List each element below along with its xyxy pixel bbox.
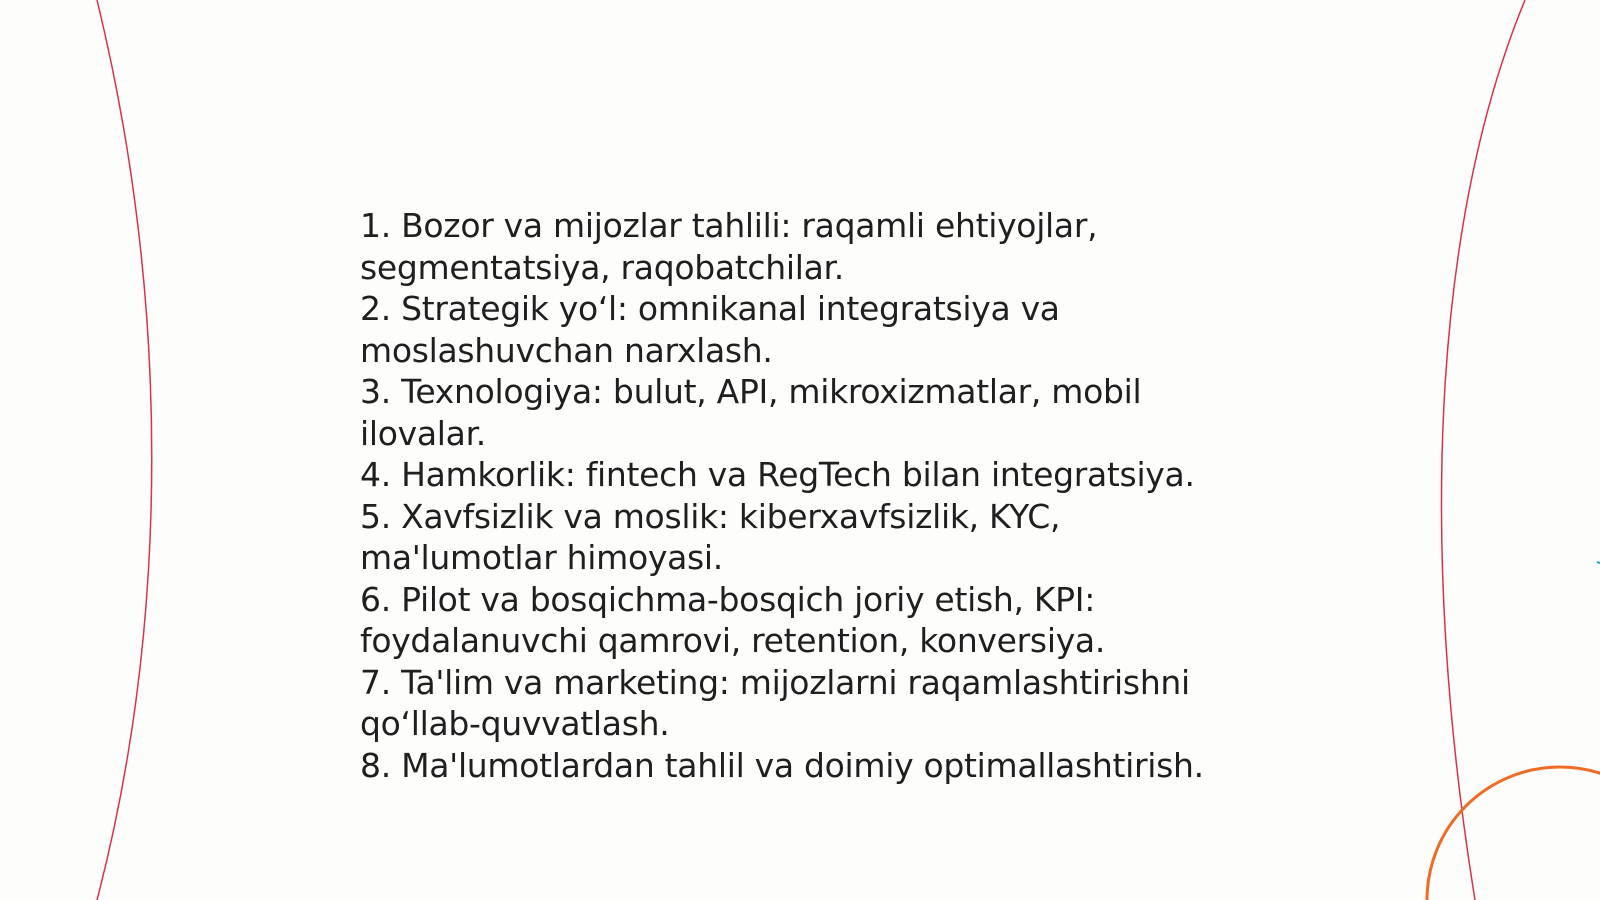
orange-circle-arc — [1427, 767, 1600, 900]
list-item-6: 6. Pilot va bosqichma-bosqich joriy etish, KPI: foydalanuvchi qamrovi, retention, konversiya. — [360, 579, 1106, 660]
list-item-7: 7. Ta'lim va marketing: mijozlarni raqamlashtirishni qo‘llab-quvvatlash. — [360, 662, 1190, 743]
list-item-3: 3. Texnologiya: bulut, API, mikroxizmatlar, mobil ilovalar. — [360, 372, 1142, 453]
list-item-5: 5. Xavfsizlik va moslik: kiberxavfsizlik, KYC, ma'lumotlar himoyasi. — [360, 496, 1061, 577]
list-item-8: 8. Ma'lumotlardan tahlil va doimiy optimallashtirish. — [360, 745, 1204, 785]
right-curve-line — [1441, 0, 1525, 900]
numbered-list — [360, 205, 1220, 786]
list-item-4: 4. Hamkorlik: fintech va RegTech bilan integratsiya. — [360, 455, 1195, 494]
list-item-1: 1. Bozor va mijozlar tahlili: raqamli ehtiyojlar, segmentatsiya, raqobatchilar. — [360, 206, 1098, 287]
list-item-2: 2. Strategik yo‘l: omnikanal integratsiya va moslashuvchan narxlash. — [360, 289, 1060, 370]
left-curve-line — [97, 0, 152, 900]
